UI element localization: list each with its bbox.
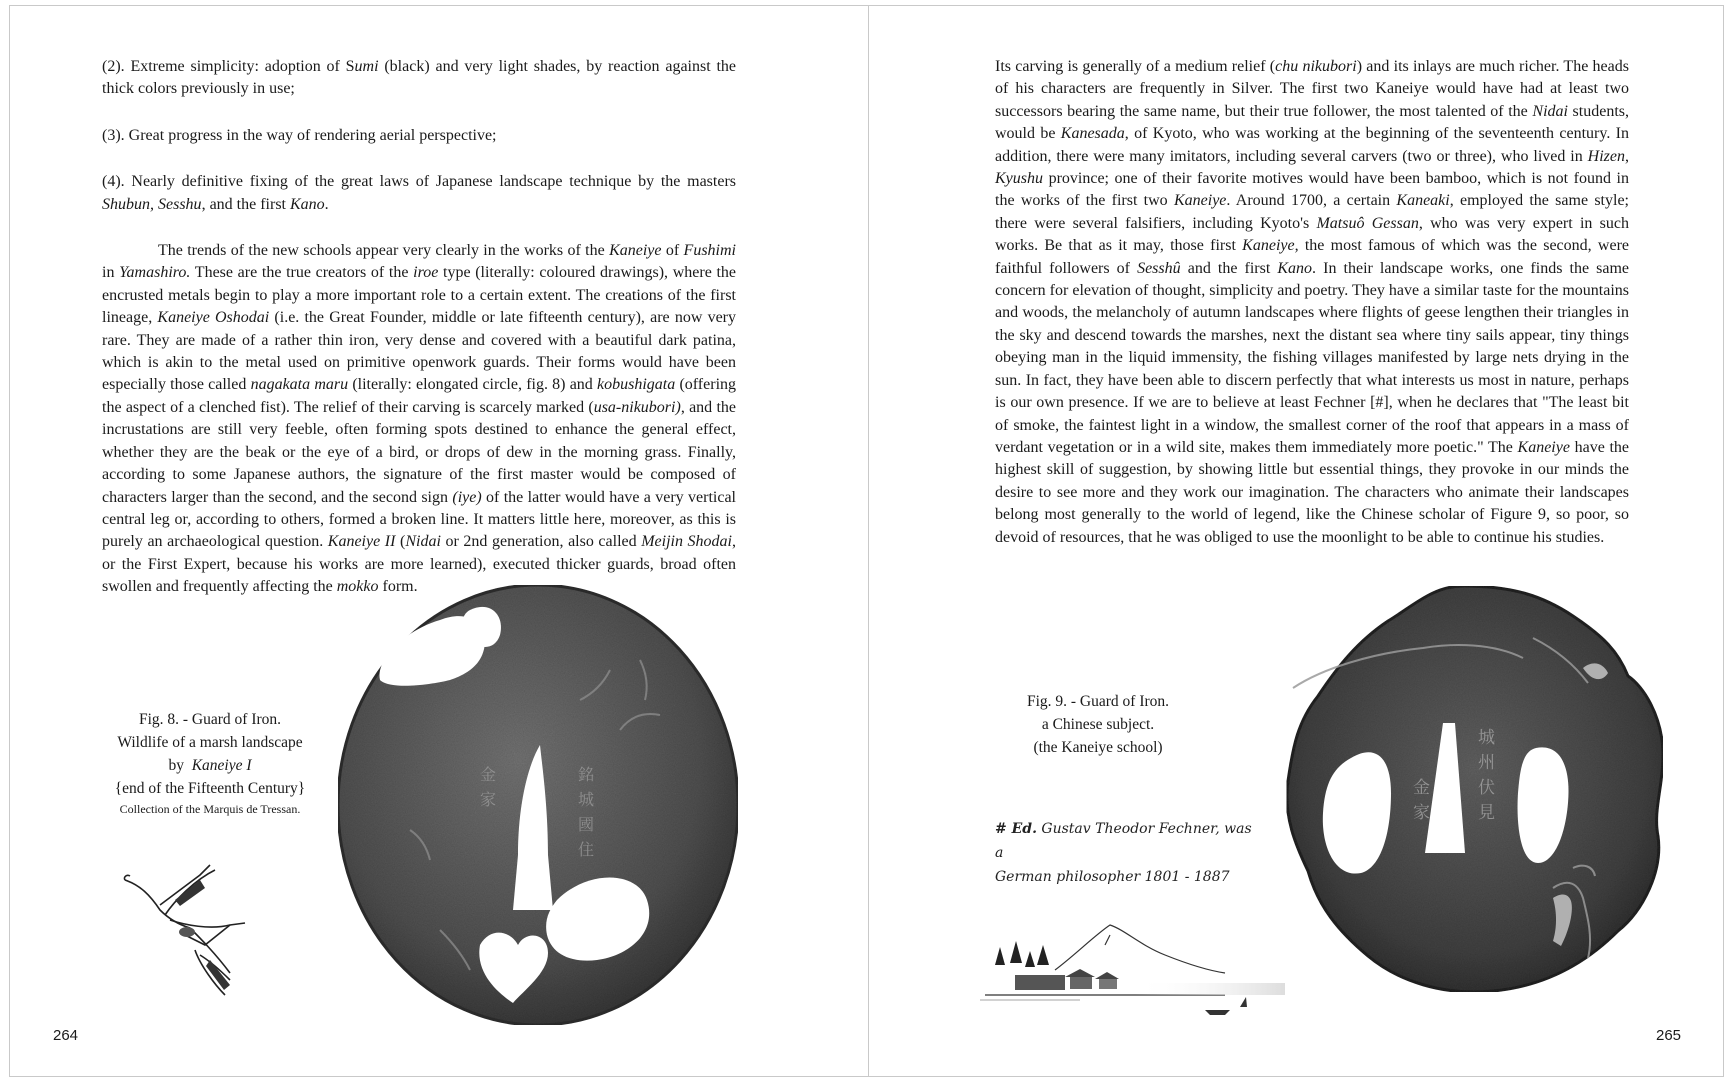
- svg-text:銘: 銘: [578, 765, 595, 784]
- text-run: (offering the aspect of a clenched fist). The relief of their carving is scarcely marked (: [102, 376, 737, 416]
- svg-text:城: 城: [1478, 728, 1495, 748]
- italic-term: Kaneiye Oshodai: [157, 309, 270, 327]
- text-run: (3). Great progress in the way of rendering aerial perspective;: [102, 126, 497, 144]
- italic-term: Shubun, Sesshu: [102, 195, 202, 213]
- svg-text:城: 城: [578, 790, 595, 809]
- text-run: form.: [378, 578, 418, 596]
- italic-term: Meijin Shodai: [641, 533, 732, 551]
- fig9-caption-line1: Fig. 9. - Guard of Iron.: [1026, 693, 1170, 710]
- svg-text:住: 住: [578, 840, 595, 859]
- footnote-marker: # Ed.: [995, 821, 1037, 837]
- text-run: These are the true creators of the: [190, 264, 414, 282]
- italic-term: Kaneiye: [1173, 192, 1227, 210]
- italic-term: Fushimi: [683, 242, 736, 260]
- italic-term: Nidai: [1532, 102, 1568, 120]
- text-run: .: [324, 195, 329, 213]
- left-page-body: [102, 56, 736, 599]
- italic-term: Nidai: [405, 533, 441, 551]
- svg-text:國: 國: [578, 815, 595, 834]
- fig8-caption-line4: {end of the Fifteenth Century}: [114, 780, 306, 797]
- italic-term: Kano: [289, 195, 325, 213]
- fig8-caption: [100, 708, 320, 818]
- text-run: the most famous of which was the second, were faithful followers of: [995, 237, 1630, 277]
- italic-term: Yamashiro.: [119, 264, 191, 282]
- fig8-caption-line2: Wildlife of a marsh landscape: [117, 734, 303, 751]
- italic-term: Sesshû: [1137, 259, 1181, 277]
- text-run: , and the incrustations are still very feeble, often forming spots destined to enhance the general effect, whether they are the beak or the eye of a bird, or drops of dew in the morning grass. Finally, according to some Japanese authors, the signature of the first master would be composed of characters larger than the second, and the second sign: [102, 398, 736, 506]
- fig9-caption-line3: (the Kaneiye school): [1033, 739, 1163, 756]
- text-run: , of Kyoto, who was working at the beginning of the seventeenth century. In addition, there were many imitators, including several carvers (two or three), who lived in: [995, 125, 1629, 165]
- italic-term: Kanesada: [1060, 125, 1125, 143]
- svg-text:金: 金: [1413, 778, 1430, 798]
- text-run: The trends of the new schools appear very clearly in the works of the: [158, 242, 610, 260]
- italic-term: umi: [354, 58, 379, 75]
- italic-term: Kaneiye II: [327, 533, 396, 551]
- text-run: and the first: [1180, 259, 1278, 277]
- text-run: students, would be: [995, 102, 1629, 143]
- text-run: in: [102, 264, 120, 282]
- text-run: ,: [1625, 147, 1629, 165]
- italic-term: Kano: [1277, 259, 1313, 277]
- svg-text:金: 金: [480, 765, 497, 784]
- text-run: (2). Extreme simplicity: adoption of S: [102, 58, 355, 75]
- text-run: (: [395, 533, 406, 551]
- text-run: . In their landscape works, one finds the same concern for elevation of thought, simplicity and poetry. They have a similar taste for the mountains and woods, the melancholy of autumn landscapes where flights of geese lengthen their triangles in the sky and descend towards the marshes, next the distant sea where tiny sails appear, tiny things obeying man in the liquid immensity, the fishing villages manifested by large nets drying in the sun. In fact, they have been able to discern perfectly that what interests us most in nature, perhaps is our own presence. If we are to believe at least Fechner [#], when he declares that "The least bit of smoke, the faintest light in a window, the smallest corner of the roof that appears in a mass of verdant vegetation or in a wild site, makes them immediately more poetic." The: [995, 259, 1630, 456]
- italic-term: Matsuô Gessan: [1316, 214, 1419, 232]
- text-run: , and the first: [201, 195, 290, 213]
- fig8-caption-line3: [100, 754, 320, 777]
- text-run: type (literally: coloured drawings), where the encrusted metals begin to play a more important role to a certain extent. The creations of the first lineage,: [102, 264, 737, 327]
- fig8-caption-by: by: [168, 757, 192, 774]
- fig8-caption-artist: Kaneiye I: [191, 757, 252, 774]
- text-run: or 2nd generation, also called: [440, 533, 642, 551]
- fig8-caption-line1: Fig. 8. - Guard of Iron.: [138, 711, 282, 728]
- paragraph-3: [102, 125, 736, 147]
- fig8-caption-collection: Collection of the Marquis de Tressan.: [119, 802, 301, 816]
- text-run: , employed the same style; there were several falsifiers, including Kyoto's: [995, 192, 1629, 232]
- page-number-left: 264: [53, 1027, 79, 1044]
- fig9-caption: [1003, 690, 1193, 759]
- fig9-caption-line2: a Chinese subject.: [1041, 716, 1155, 733]
- text-run: (black) and very light shades, by reaction against the thick colors previously in use;: [102, 58, 737, 98]
- text-run: of: [661, 242, 684, 260]
- italic-term: Kyushu: [995, 170, 1043, 188]
- fig9-tsuba-image: [1253, 578, 1673, 1018]
- text-run: (literally: elongated circle, fig. 8) and: [348, 376, 598, 394]
- svg-text:見: 見: [1478, 803, 1495, 823]
- italic-term: Hizen: [1587, 147, 1625, 165]
- paragraph-4: [102, 171, 736, 216]
- italic-term: Kaneiye: [609, 242, 662, 260]
- svg-text:家: 家: [1413, 803, 1430, 823]
- italic-term: chu nikubori: [1275, 58, 1357, 75]
- footnote-line1: [995, 817, 1255, 865]
- text-run: (4). Nearly definitive fixing of the great laws of Japanese landscape technique by the masters: [102, 173, 736, 191]
- italic-term: kobushigata: [597, 376, 676, 394]
- right-page: [869, 0, 1736, 1084]
- landscape-illustration: [975, 915, 1295, 1020]
- text-run: , or the First Expert, because his works are more learned), executed thicker guards, broad often swollen and frequently affecting the: [102, 533, 736, 596]
- text-run: Its carving is generally of a medium relief (: [995, 58, 1276, 75]
- italic-term: nagakata maru: [250, 376, 349, 394]
- footnote-text1: Gustav Theodor Fechner, was a: [995, 821, 1252, 861]
- italic-term: Kaneaki: [1396, 192, 1450, 210]
- italic-term: Kaneiye,: [1242, 237, 1299, 255]
- italic-term: Kaneiye: [1517, 438, 1570, 456]
- paragraph-2: [102, 56, 736, 101]
- italic-term: mokko: [336, 578, 379, 596]
- right-page-body: [995, 56, 1629, 549]
- italic-term: usa-nikubori): [593, 398, 681, 416]
- text-run: ) and its inlays are much richer. The heads of his characters are frequently in Silver. The first two Kaneiye would have had at least two successors bearing the same name, but their true follower, the most talented of the: [995, 58, 1629, 120]
- paragraph-kaneiye-carving: [995, 56, 1629, 549]
- footnote: [995, 817, 1255, 889]
- text-run: . Around 1700, a certain: [1226, 192, 1397, 210]
- text-run: of the latter would have a very vertical central leg or, according to others, formed a broken line. It matters little here, moreover, as this is purely an archaeological question.: [102, 488, 736, 551]
- footnote-line2: German philosopher 1801 - 1887: [995, 869, 1230, 885]
- text-run: have the highest skill of suggestion, by showing little but essential things, they provoke in our minds the desire to see more and they work our imagination. The characters who animate their landscapes belong most generally to the world of legend, like the Chinese scholar of Figure 9, so poor, so devoid of resources, that he was obliged to use the moonlight to be able to continue his studies.: [995, 438, 1630, 546]
- svg-text:州: 州: [1478, 753, 1495, 773]
- svg-text:家: 家: [480, 790, 497, 809]
- geese-illustration: [115, 860, 265, 1010]
- italic-term: (iye): [452, 488, 482, 506]
- text-run: , who was very expert in such works. Be that as it may, those first: [995, 214, 1630, 255]
- text-run: (i.e. the Great Founder, middle or late fifteenth century), are now very rare. They are made of a rather thin iron, very dense and covered with a beautiful dark patina, which is akin to the metal used on primitive openwork guards. Their forms would have been especially those called: [102, 309, 736, 394]
- svg-text:伏: 伏: [1478, 778, 1495, 798]
- italic-term: iroe: [413, 264, 439, 282]
- text-run: province; one of their favorite motives would have been bamboo, which is not found in the works of the first two: [995, 170, 1629, 210]
- page-number-right: 265: [1656, 1027, 1682, 1044]
- fig8-tsuba-image: [320, 580, 780, 1040]
- paragraph-kaneiye-trends: [102, 240, 736, 599]
